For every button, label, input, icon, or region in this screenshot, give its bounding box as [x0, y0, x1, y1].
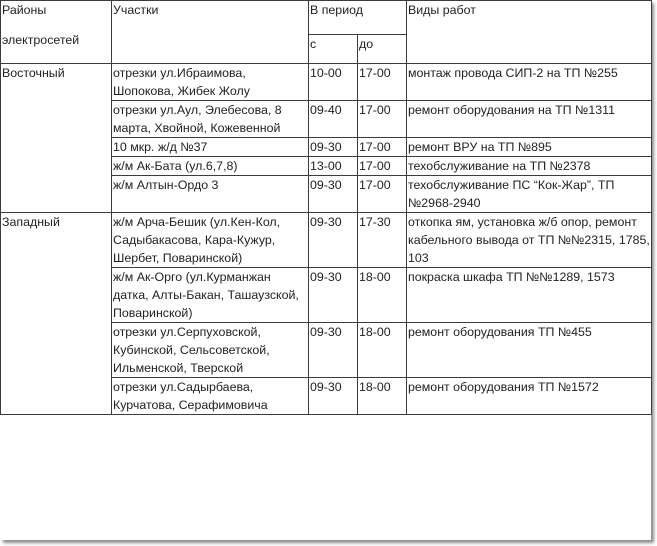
- table-header: [1, 1, 652, 64]
- time-to-cell: 18-00: [358, 378, 407, 415]
- table-row: [1, 64, 652, 101]
- section-cell: отрезки ул.Серпуховской, Кубинской, Сельсоветской, Ильменской, Тверской: [112, 323, 309, 378]
- header-district-line2: электросетей: [2, 33, 80, 47]
- time-to-cell: 17-30: [358, 213, 407, 268]
- header-section: Участки: [112, 1, 309, 64]
- work-type-cell: откопка ям, установка ж/б опор, ремонт кабельного вывода от ТП №№2315, 1785, 103: [407, 213, 652, 268]
- section-cell: 10 мкр. ж/д №37: [112, 138, 309, 157]
- work-type-cell: ремонт ВРУ на ТП №895: [407, 138, 652, 157]
- time-from-cell: 13-00: [309, 157, 358, 176]
- header-district-line1: Районы: [2, 3, 47, 17]
- header-period: В период: [309, 1, 407, 35]
- work-type-cell: покраска шкафа ТП №№1289, 1573: [407, 268, 652, 323]
- time-to-cell: 17-00: [358, 176, 407, 213]
- table-body: [1, 64, 652, 415]
- time-to-cell: 17-00: [358, 101, 407, 138]
- time-to-cell: 18-00: [358, 268, 407, 323]
- section-cell: ж/м Алтын-Ордо 3: [112, 176, 309, 213]
- time-from-cell: 09-30: [309, 213, 358, 268]
- time-from-cell: 09-30: [309, 378, 358, 415]
- district-cell: Восточный: [1, 64, 112, 213]
- work-type-cell: ремонт оборудования ТП №1572: [407, 378, 652, 415]
- work-type-cell: ремонт оборудования ТП №455: [407, 323, 652, 378]
- time-from-cell: 10-00: [309, 64, 358, 101]
- time-to-cell: 17-00: [358, 157, 407, 176]
- time-from-cell: 09-30: [309, 138, 358, 157]
- work-type-cell: техобслуживание на ТП №2378: [407, 157, 652, 176]
- work-type-cell: ремонт оборудования на ТП №1311: [407, 101, 652, 138]
- work-type-cell: техобслуживание ПС “Кок-Жар”, ТП №2968-2940: [407, 176, 652, 213]
- section-cell: ж/м Арча-Бешик (ул.Кен-Кол, Садыбакасова, Кара-Кужур, Шербет, Поваринской): [112, 213, 309, 268]
- work-type-cell: монтаж провода СИП-2 на ТП №255: [407, 64, 652, 101]
- time-to-cell: 17-00: [358, 138, 407, 157]
- time-from-cell: 09-30: [309, 176, 358, 213]
- table-row: [1, 213, 652, 268]
- time-from-cell: 09-30: [309, 268, 358, 323]
- district-cell: Западный: [1, 213, 112, 415]
- section-cell: отрезки ул.Ибраимова, Шопокова, Жибек Жолу: [112, 64, 309, 101]
- time-from-cell: 09-40: [309, 101, 358, 138]
- time-from-cell: 09-30: [309, 323, 358, 378]
- section-cell: ж/м Ак-Бата (ул.6,7,8): [112, 157, 309, 176]
- time-to-cell: 18-00: [358, 323, 407, 378]
- header-work: Виды работ: [407, 1, 652, 64]
- section-cell: отрезки ул.Аул, Элебесова, 8 марта, Хвойной, Кожевенной: [112, 101, 309, 138]
- time-to-cell: 17-00: [358, 64, 407, 101]
- section-cell: ж/м Ак-Орго (ул.Курманжан датка, Алты-Бакан, Ташаузской, Поваринской): [112, 268, 309, 323]
- header-to: до: [358, 35, 407, 64]
- section-cell: отрезки ул.Садырбаева, Курчатова, Серафимовича: [112, 378, 309, 415]
- header-from: с: [309, 35, 358, 64]
- header-district: [1, 1, 112, 64]
